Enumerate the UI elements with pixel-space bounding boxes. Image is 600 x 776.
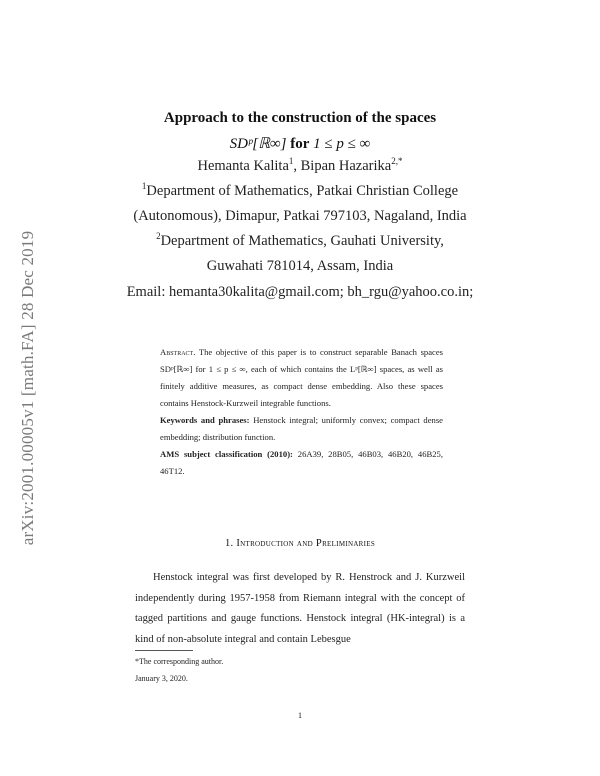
abstract-paragraph — [160, 344, 443, 412]
body-paragraph: Henstock integral was first developed by R. Henstrock and J. Kurzweil independently during 1957-1958 from Riemann integral with the concept of tagged partitions and gauge functions. Henstock integral (HK-integral) is a kind of non-absolute integral and contain Lebesgue — [135, 572, 465, 645]
affiliation-1-line2: (Autonomous), Dimapur, Patkai 797103, Nagaland, India — [133, 208, 467, 224]
affiliation-2-line1 — [0, 233, 600, 250]
paper-title: Approach to the construction of the spaces — [163, 110, 437, 126]
ams-text: 26A39, 28B05, 46B03, 46B20, 46B25, 46T12. — [160, 449, 443, 476]
author-1-mark: 1 — [288, 156, 294, 167]
abstract-label: Abstract. — [160, 347, 196, 357]
author-1: Hemanta Kalita — [197, 158, 289, 174]
title-math-space: SDᵖ[ℝ∞] — [229, 136, 287, 152]
keywords-label: Keywords and phrases: — [160, 415, 250, 425]
section-number: 1. — [224, 538, 234, 549]
abstract-block — [160, 344, 443, 480]
affiliation-2-line2: Guwahati 781014, Assam, India — [206, 258, 394, 274]
body-text-block — [135, 568, 465, 650]
affiliation-1-text: Department of Mathematics, Patkai Christian College — [146, 183, 459, 199]
title-math-range: 1 ≤ p ≤ ∞ — [313, 136, 371, 152]
footnote-corresponding: *The corresponding author. — [135, 657, 224, 666]
title-for: for — [290, 136, 310, 152]
footnote-date: January 3, 2020. — [135, 674, 188, 683]
affiliation-1-mark: 1 — [141, 181, 147, 192]
section-heading — [0, 538, 600, 549]
footnote-rule — [135, 650, 193, 651]
keywords-paragraph — [160, 412, 443, 446]
ams-label: AMS subject classification (2010): — [160, 449, 293, 459]
author-2: Bipan Hazarika — [300, 158, 392, 174]
affiliation-2-text: Department of Mathematics, Gauhati University, — [160, 233, 444, 249]
page-number: 1 — [298, 711, 302, 720]
abstract-text: The objective of this paper is to construct separable Banach spaces SDᵖ[ℝ∞] for 1 ≤ p ≤ ∞, each of which contains the Lᵖ[ℝ∞] spaces, as well as finitely additive measures, as compact dense embedding. Also these spaces contains Henstock-Kurzweil integrable functions. — [160, 347, 444, 408]
email-line: Email: hemanta30kalita@gmail.com; bh_rgu@yahoo.co.in; — [126, 284, 474, 300]
ams-paragraph — [160, 446, 443, 480]
paper-title-line2 — [0, 134, 600, 153]
affiliation-1-line1 — [0, 183, 600, 200]
keywords-text: Henstock integral; uniformly convex; compact dense embedding; distribution function. — [160, 415, 443, 442]
arxiv-stamp: arXiv:2001.00005v1 [math.FA] 28 Dec 2019 — [18, 230, 37, 546]
author-2-mark: 2,* — [391, 156, 403, 167]
author-line — [0, 158, 600, 175]
section-title: Introduction and Preliminaries — [236, 538, 376, 549]
author-separator: , — [293, 158, 301, 174]
affiliation-2-mark: 2 — [156, 231, 161, 242]
